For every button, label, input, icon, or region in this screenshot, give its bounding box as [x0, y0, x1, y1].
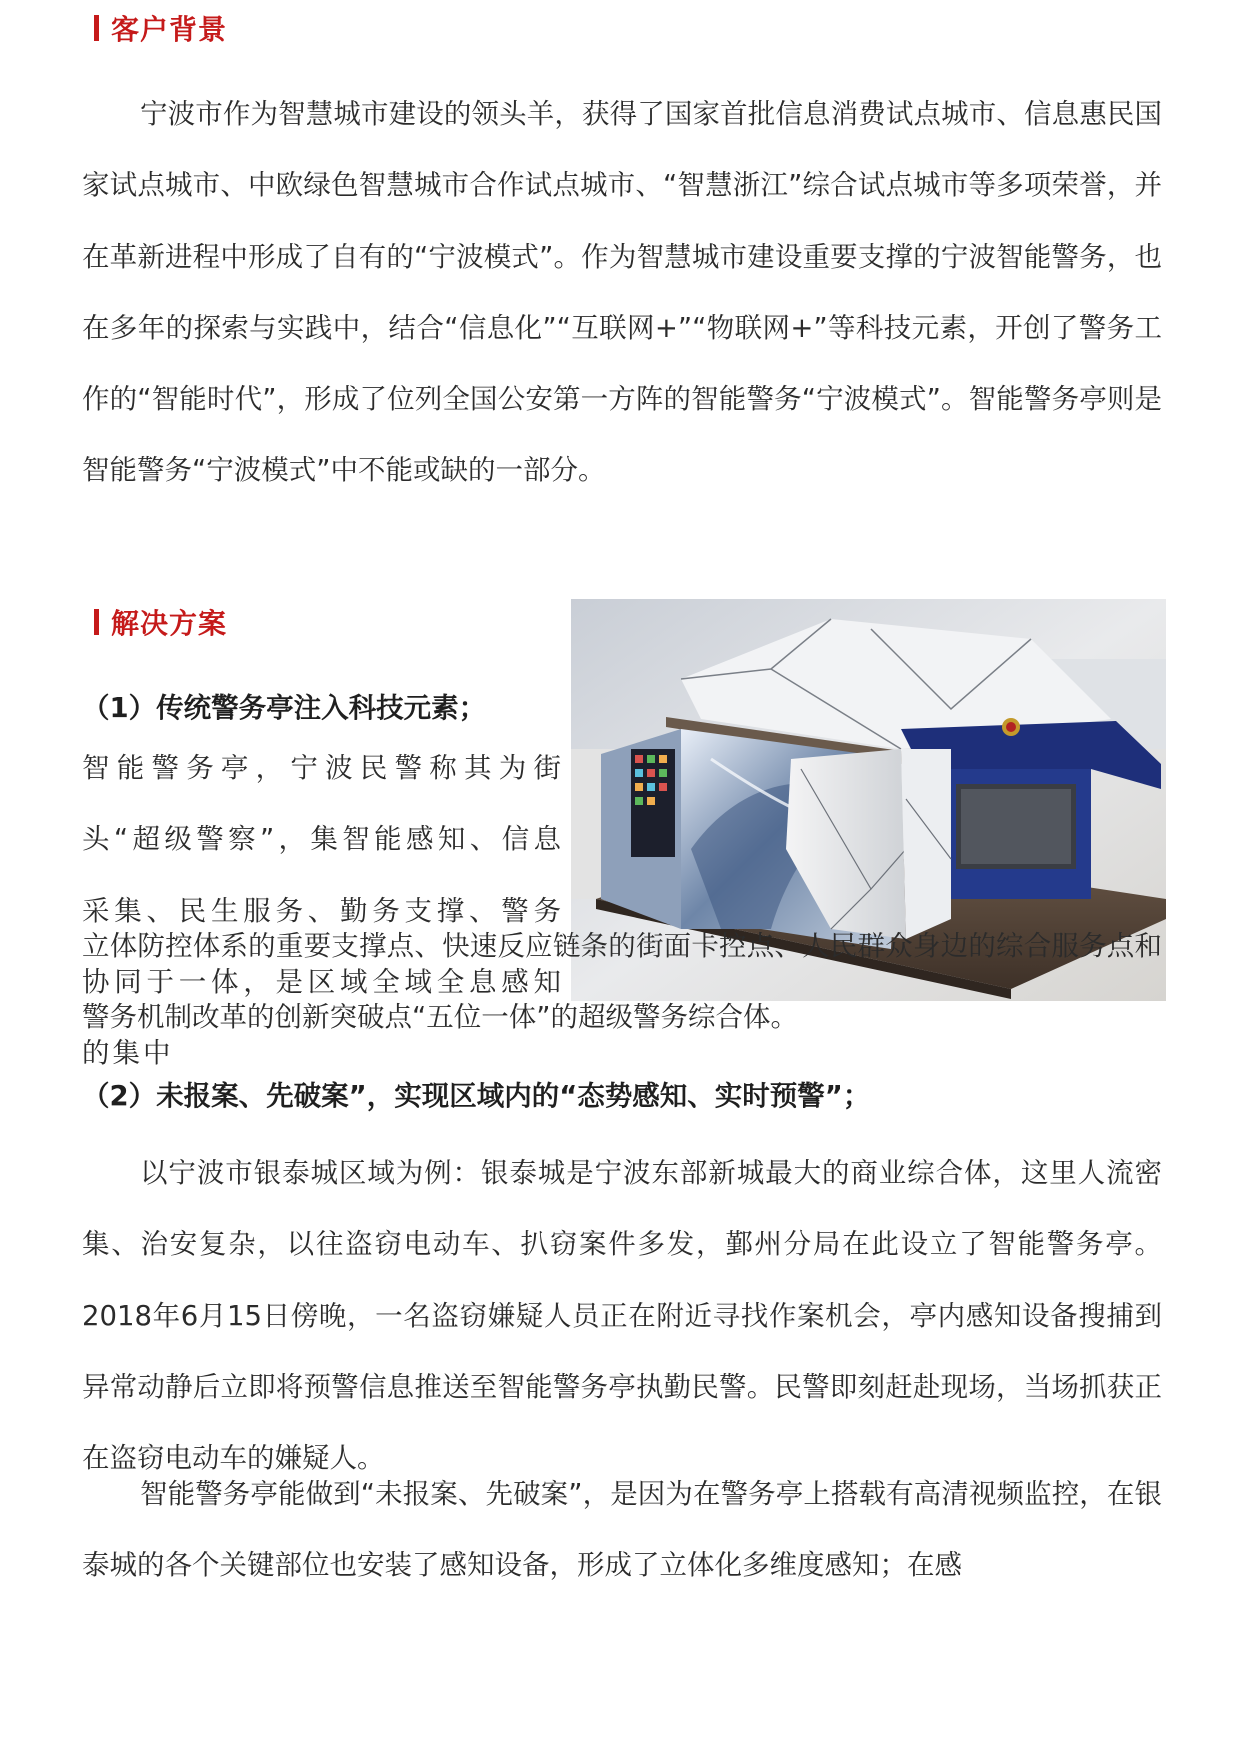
point1-text-beside-image: 智能警务亭，宁波民警称其为街头“超级警察”，集智能感知、信息采集、民生服务、勤务支撑、警务协同于一体，是区域全域全息感知的集中: [82, 752, 564, 1070]
customer-background-paragraph: 宁波市作为智慧城市建设的领头羊，获得了国家首批信息消费试点城市、信息惠民国家试点城市、中欧绿色智慧城市合作试点城市、“智慧浙江”综合试点城市等多项荣誉，并在革新进程中形成了自有的“宁波模式”。作为智慧城市建设重要支撑的宁波智能警务，也在多年的探索与实践中，结合“信息化”“互联网+”“物联网+”等科技元素，开创了警务工作的“智能时代”，形成了位列全国公安第一方阵的智能警务“宁波模式”。智能警务亭则是智能警务“宁波模式”中不能或缺的一部分。: [82, 98, 1162, 487]
point2-paragraph-2: 智能警务亭能做到“未报案、先破案”，是因为在警务亭上搭载有高清视频监控，在银泰城的各个关键部位也安装了感知设备，形成了立体化多维度感知；在感: [82, 1478, 1162, 1582]
point1-text-below-image: 立体防控体系的重要支撑点、快速反应链条的街面卡控点、人民群众身边的综合服务点和警务机制改革的创新突破点“五位一体”的超级警务综合体。: [82, 930, 1162, 1034]
point2-title: （2）未报案、先破案”，实现区域内的“态势感知、实时预警”；: [82, 1080, 871, 1112]
point2-paragraph-1: 以宁波市银泰城区域为例：银泰城是宁波东部新城最大的商业综合体，这里人流密集、治安复杂，以往盗窃电动车、扒窃案件多发，鄞州分局在此设立了智能警务亭。2018年6月15日傍晚，一名盗窃嫌疑人员正在附近寻找作案机会，亭内感知设备搜捕到异常动静后立即将预警信息推送至智能警务亭执勤民警。民警即刻赶赴现场，当场抓获正在盗窃电动车的嫌疑人。: [82, 1157, 1162, 1475]
section-heading-solution: [94, 602, 227, 642]
point1-title: （1）传统警务亭注入科技元素；: [82, 692, 487, 724]
heading-text: 解决方案: [111, 607, 228, 640]
heading-accent-bar: [94, 15, 99, 41]
heading-text: 客户背景: [111, 13, 228, 46]
heading-accent-bar: [94, 609, 99, 635]
section-heading-customer-background: [94, 8, 227, 48]
